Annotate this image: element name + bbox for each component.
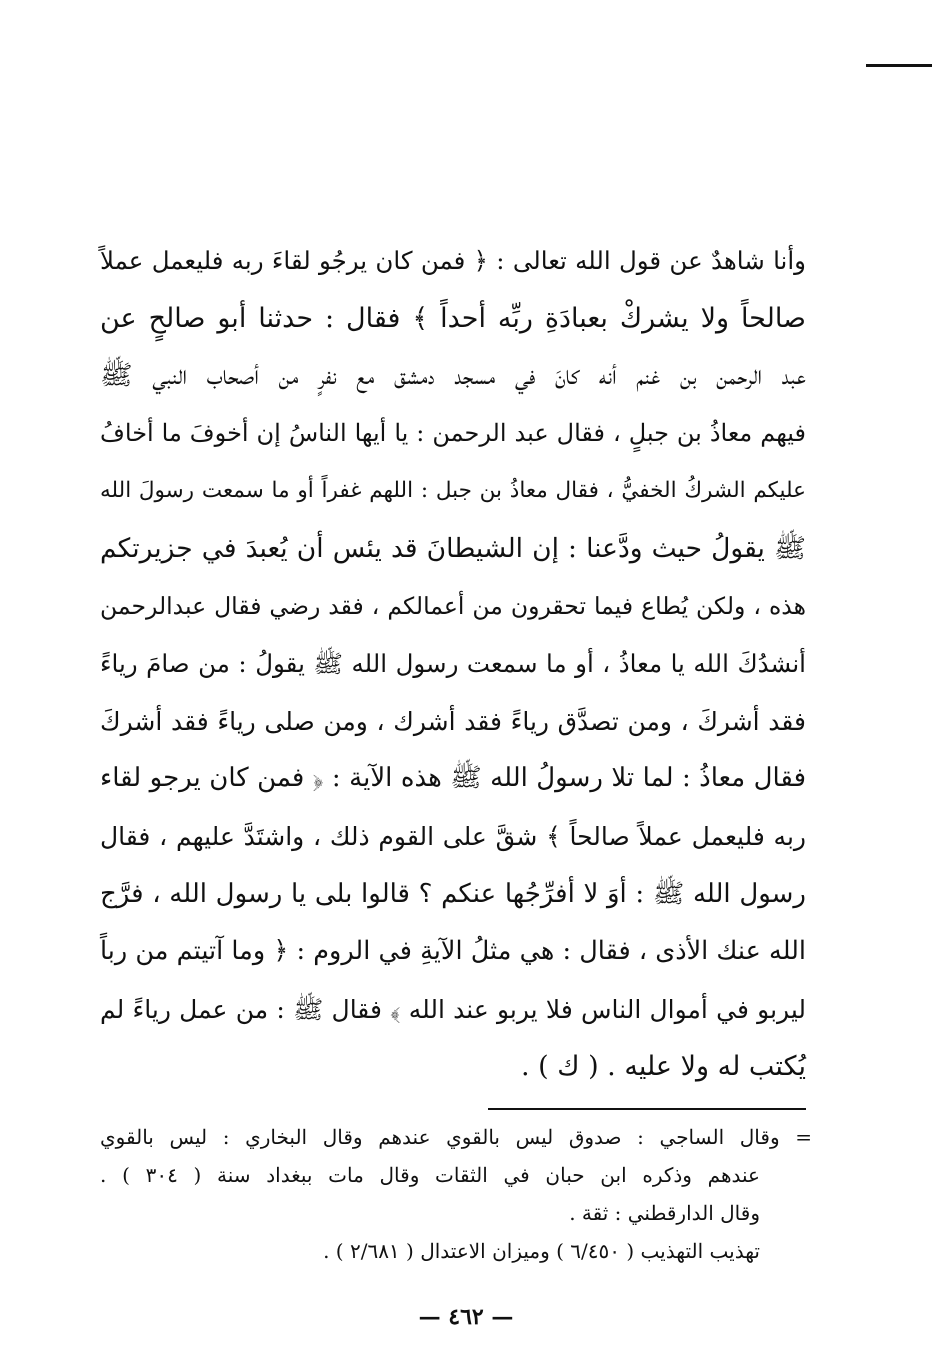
text-line: الله عنك الأذى ، فقال : هي مثلُ الآيةِ في الروم : ﴿ وما آتيتم من رباً (100, 936, 806, 967)
text-line: ليربو في أموال الناس فلا يربو عند الله ﴾ فقال ﷺ : من عمل رياءً لم (100, 994, 806, 1024)
page-number: — ٤٦٢ — (418, 1304, 514, 1330)
text-line: فيهم معاذُ بن جبلٍ ، فقال عبد الرحمن : يا أيها الناسُ إن أخوفَ ما أخافُ (100, 418, 806, 447)
footnote-line: تهذيب التهذيب ( ٦/٤٥٠ ) وميزان الاعتدال ( ٢/٦٨١ ) . (323, 1239, 760, 1263)
footnotes (100, 1118, 812, 1270)
text-line: وأنا شاهدٌ عن قول الله تعالى : ﴿ فمن كان يرجُو لقاءَ ربه فليعمل عملاً (100, 246, 806, 275)
main-text (100, 232, 806, 1096)
footnote-divider (488, 1108, 806, 1110)
text-line: ﷺ يقولُ حيث ودَّعنا : إن الشيطانَ قد يئس أن يُعبدَ في جزيرتكم (100, 532, 806, 564)
footnote-line: = وقال الساجي : صدوق ليس بالقوي عندهم وقال البخاري : ليس بالقوي (100, 1125, 812, 1149)
text-line: صالحاً ولا يشركْ بعبادَةِ ربِّه أحداً ﴾ فقال : حدثنا أبو صالحٍ عن (100, 302, 806, 334)
text-line: فقد أشركَ ، ومن تصدَّق رياءً فقد أشرك ، ومن صلى رياءً فقد أشركَ (100, 706, 806, 736)
text-line: عليكم الشركُ الخفيُّ ، فقال معاذُ بن جبل : اللهم غفراً أو ما سمعت رسولَ الله (100, 478, 806, 504)
footnote-line: عندهم وذكره ابن حبان في الثقات وقال مات ببغداد سنة ( ٣٠٤ ) . (100, 1163, 760, 1187)
footnote-line: وقال الدارقطني : ثقة . (569, 1201, 760, 1225)
corner-rule (866, 64, 932, 67)
text-line: أنشدُكَ الله يا معاذُ ، أو ما سمعت رسول الله ﷺ يقولُ : من صامَ رياءً (100, 649, 806, 679)
text-line-last: يُكتب له ولا عليه . ( ك ) . (520, 1051, 806, 1083)
text-line: رسول الله ﷺ : أوَ لا أفرِّجُها عنكم ؟ قالوا بلى يا رسول الله ، فرَّج (100, 878, 806, 909)
text-line: ربه فليعمل عملاً صالحاً ﴾ شقَّ على القوم ذلك ، واشتَدَّ عليهم ، فقال (100, 821, 806, 851)
text-line: هذه ، ولكن يُطاع فيما تحقرون من أعمالكم ، فقد رضي فقال عبدالرحمن (100, 591, 806, 620)
text-line: فقال معاذُ : لما تلا رسولُ الله ﷺ هذه الآية : ﴿ فمن كان يرجو لقاء (100, 763, 806, 794)
text-line: عبد الرحمن بن غنم أنه كانَ في مسجد دمشق مع نفرٍ من أصحاب النبي ﷺ (100, 360, 806, 392)
